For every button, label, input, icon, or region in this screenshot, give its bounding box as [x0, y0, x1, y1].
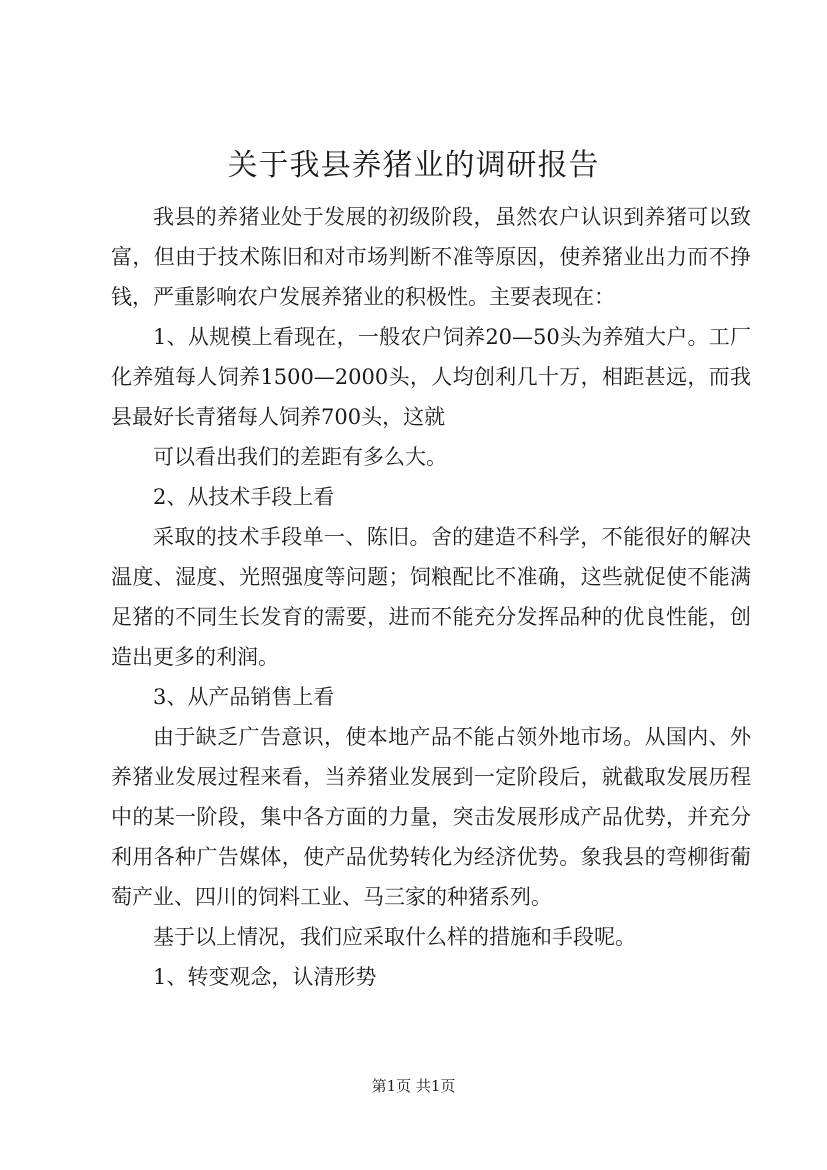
section-heading: 1、转变观念，认清形势: [153, 965, 377, 989]
paragraph: 采取的技术手段单一、陈旧。舍的建造不科学，不能很好的解决温度、湿度、光照强度等问题；饲粮配比不准确，这些就促使不能满足猪的不同生长发育的需要，进而不能充分发挥品种的优良性能，创造出更多的利润。: [111, 525, 751, 669]
document-body: [111, 197, 751, 997]
section-heading: 2、从技术手段上看: [153, 485, 335, 509]
paragraph: 由于缺乏广告意识，使本地产品不能占领外地市场。从国内、外养猪业发展过程来看，当养猪业发展到一定阶段后，就截取发展历程中的某一阶段，集中各方面的力量，突击发展形成产品优势，并充分利用各种广告媒体，使产品优势转化为经济优势。象我县的弯柳街葡萄产业、四川的饲料工业、马三家的种猪系列。: [111, 725, 751, 909]
paragraph: 我县的养猪业处于发展的初级阶段，虽然农户认识到养猪可以致富，但由于技术陈旧和对市场判断不准等原因，使养猪业出力而不挣钱，严重影响农户发展养猪业的积极性。主要表现在：: [111, 205, 751, 309]
document-title: 关于我县养猪业的调研报告: [227, 148, 600, 183]
paragraph: 基于以上情况，我们应采取什么样的措施和手段呢。: [153, 925, 636, 949]
paragraph: 可以看出我们的差距有多么大。: [153, 445, 447, 469]
section-heading: 3、从产品销售上看: [153, 685, 335, 709]
page-footer: 第1页 共1页: [371, 1077, 456, 1095]
paragraph: 1、从规模上看现在，一般农户饲养20—50头为养殖大户。工厂化养殖每人饲养1500—2000头，人均创利几十万，相距甚远，而我县最好长青猪每人饲养700头，这就: [111, 325, 751, 429]
